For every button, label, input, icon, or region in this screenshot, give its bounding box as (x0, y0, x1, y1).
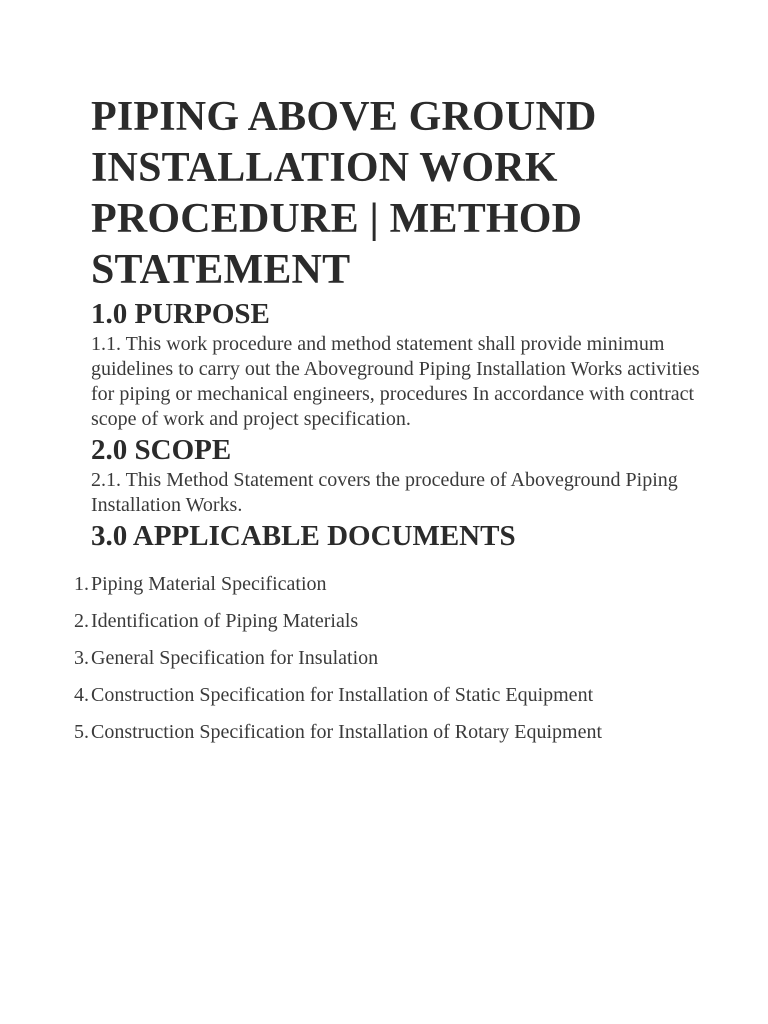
list-item-number: 4. (74, 684, 89, 706)
list-item (74, 720, 711, 745)
list-item-number: 2. (74, 610, 89, 632)
list-item-number: 1. (74, 573, 89, 595)
document-content (74, 92, 711, 757)
list-item (74, 572, 711, 597)
list-item-text: Construction Specification for Installation of Rotary Equipment (91, 721, 603, 743)
section-heading-purpose: 1.0 PURPOSE (91, 298, 270, 330)
section-heading-applicable-documents: 3.0 APPLICABLE DOCUMENTS (91, 520, 516, 552)
list-item-number: 5. (74, 721, 89, 743)
applicable-documents-list (74, 572, 711, 745)
section-heading-scope: 2.0 SCOPE (91, 434, 232, 466)
purpose-paragraph: 1.1. This work procedure and method statement shall provide minimum guidelines to carry out the Aboveground Piping Installation Works activities for piping or mechanical engineers, procedures In accordance with contract scope of work and project specification. (91, 333, 700, 430)
list-item-text: Identification of Piping Materials (91, 610, 359, 632)
list-item-text: General Specification for Insulation (91, 647, 379, 669)
list-item-number: 3. (74, 647, 89, 669)
document-title: PIPING ABOVE GROUND INSTALLATION WORK PROCEDURE | METHOD STATEMENT (91, 94, 597, 293)
scope-paragraph: 2.1. This Method Statement covers the procedure of Aboveground Piping Installation Works. (91, 469, 678, 516)
list-item-text: Piping Material Specification (91, 573, 327, 595)
list-item-text: Construction Specification for Installation of Static Equipment (91, 684, 594, 706)
list-item (74, 609, 711, 634)
list-item (74, 683, 711, 708)
list-item (74, 646, 711, 671)
